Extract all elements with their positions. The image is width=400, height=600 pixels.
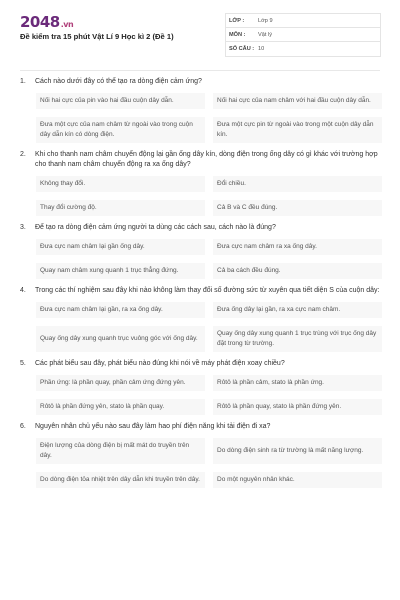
answer-options [20,93,382,143]
exam-info-box [225,13,381,57]
question-text: Cách nào dưới đây có thể tạo ra dòng điện cảm ứng? [35,78,202,85]
logo-suffix: .vn [60,20,74,29]
info-value: Lớp 9 [258,17,273,24]
question-4 [20,286,382,352]
answer-option-a[interactable]: Phần ứng: là phần quay, phần cảm ứng đứng yên. [36,375,205,391]
answer-option-a[interactable]: Điện lượng của dòng điện bị mất mát do truyền trên dây. [36,438,205,464]
question-1 [20,77,382,143]
question-header [20,286,382,296]
question-text: Khi cho thanh nam châm chuyển động lại gần ống dây kín, dòng điện trong ống dây có gì khác với trường hợp cho thanh nam châm chuyển động ra xa ống dây? [35,151,378,168]
info-value: 10 [258,46,265,52]
question-list [20,77,382,495]
header-divider [20,70,380,71]
answer-option-b[interactable]: Do dòng điện sinh ra từ trường là mất năng lượng. [213,438,382,464]
answer-options [20,438,382,488]
question-6 [20,422,382,488]
answer-option-b[interactable]: Rôtô là phần cảm, stato là phần ứng. [213,375,382,391]
info-label: LỚP : [229,17,245,24]
answer-option-b[interactable]: Nối hai cực của nam châm với hai đầu cuộn dây dẫn. [213,93,382,109]
answer-option-d[interactable]: Cả ba cách đều đúng. [213,263,382,279]
answer-option-b[interactable]: Đổi chiều. [213,176,382,192]
question-3 [20,223,382,279]
info-row-class [226,14,380,28]
question-text: Các phát biểu sau đây, phát biểu nào đúng khi nói về máy phát điện xoay chiều? [35,360,285,367]
answer-option-a[interactable]: Đưa cực nam châm lại gần, ra xa ống dây. [36,302,205,318]
info-label: MÔN : [229,31,246,38]
answer-option-c[interactable]: Rôtô là phần đứng yên, stato là phần quay. [36,399,205,415]
question-number: 6. [20,423,26,430]
answer-option-d[interactable]: Đưa một cực pin từ ngoài vào trong một cuộn dây dẫn kín. [213,117,382,143]
info-row-count [226,42,380,56]
question-number: 1. [20,78,26,85]
answer-option-c[interactable]: Quay ống dây xung quanh trục vuông góc với ống dây. [36,326,205,352]
answer-option-c[interactable]: Do dòng điện tỏa nhiệt trên dây dẫn khi truyền trên dây. [36,472,205,488]
answer-options [20,375,382,415]
question-number: 3. [20,224,26,231]
answer-option-b[interactable]: Đưa ống dây lại gần, ra xa cực nam châm. [213,302,382,318]
site-logo[interactable] [20,13,73,31]
answer-options [20,176,382,216]
answer-option-d[interactable]: Do một nguyên nhân khác. [213,472,382,488]
answer-options [20,239,382,279]
answer-option-a[interactable]: Không thay đổi. [36,176,205,192]
question-5 [20,359,382,415]
question-number: 4. [20,287,26,294]
question-header [20,422,382,432]
question-text: Trong các thí nghiệm sau đây khi nào không làm thay đổi số đường sức từ xuyên qua tiết diện S của cuộn dây: [35,287,380,294]
question-2 [20,150,382,216]
answer-option-c[interactable]: Đưa một cực của nam châm từ ngoài vào trong cuộn dây dẫn kín có dòng điện. [36,117,205,143]
question-number: 5. [20,360,26,367]
info-value: Vật lý [258,31,272,38]
question-header [20,150,382,170]
question-header [20,359,382,369]
logo-text: 2048 [20,13,60,31]
question-text: Để tạo ra dòng điện cảm ứng người ta dùng các cách sau, cách nào là đúng? [35,224,276,231]
answer-option-a[interactable]: Đưa cực nam châm lại gần ống dây. [36,239,205,255]
info-label: SỐ CÂU : [229,46,255,52]
answer-option-b[interactable]: Đưa cực nam châm ra xa ống dây. [213,239,382,255]
answer-option-d[interactable]: Cả B và C đều đúng. [213,200,382,216]
question-header [20,77,382,87]
info-row-subject [226,28,380,42]
answer-options [20,302,382,352]
answer-option-a[interactable]: Nối hai cực của pin vào hai đầu cuộn dây dẫn. [36,93,205,109]
answer-option-c[interactable]: Quay nam châm xung quanh 1 trục thẳng đứng. [36,263,205,279]
page-header [0,0,400,68]
exam-title: Đề kiểm tra 15 phút Vật Lí 9 Học kì 2 (Đề 1) [20,32,174,41]
question-header [20,223,382,233]
question-text: Nguyên nhân chủ yếu nào sau đây làm hao phí điện năng khi tải điện đi xa? [35,423,271,430]
answer-option-d[interactable]: Quay ống dây xung quanh 1 trục trùng với trục ống dây đặt trong từ trường. [213,326,382,352]
question-number: 2. [20,151,26,158]
answer-option-d[interactable]: Rôtô là phần quay, stato là phần đứng yên. [213,399,382,415]
answer-option-c[interactable]: Thay đổi cường độ. [36,200,205,216]
